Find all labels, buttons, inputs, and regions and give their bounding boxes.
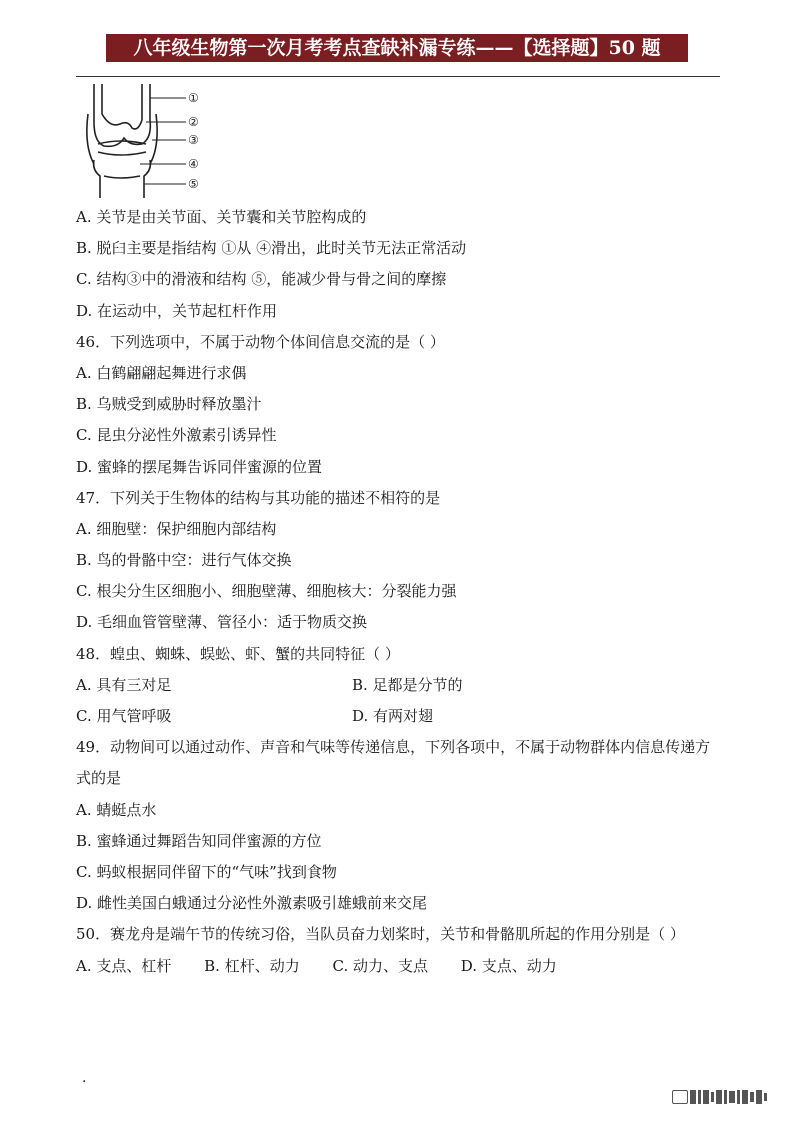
cartilage-top — [98, 141, 146, 144]
q48-options-row-1 — [76, 670, 720, 701]
q45-option-b: B. 脱臼主要是指结构 ①从 ④滑出，此时关节无法正常活动 — [76, 239, 467, 258]
tibia-inner — [104, 176, 140, 178]
q48-option-b: B. 足都是分节的 — [352, 675, 463, 694]
q49-stem: 49．动物间可以通过动作、声音和气味等传递信息，下列各项中，不属于动物群体内信息传递方式的是 — [76, 738, 711, 788]
figure-label-3: ③ — [188, 133, 199, 147]
watermark-logo — [672, 1088, 778, 1106]
footer-dot: . — [82, 1070, 87, 1086]
q50-option-c: C. 动力、支点 — [332, 956, 428, 975]
femur-inner — [102, 84, 142, 129]
q48-option-c: C. 用气管呼吸 — [76, 707, 172, 725]
q46-option-a: A. 白鹤翩翩起舞进行求偶 — [76, 363, 247, 382]
tibia-outline — [94, 160, 151, 198]
q49-option-a: A. 蜻蜓点水 — [76, 800, 157, 819]
q45-option-c: C. 结构③中的滑液和结构 ⑤，能减少骨与骨之间的摩擦 — [76, 270, 447, 289]
q49-option-c: C. 蚂蚁根据同伴留下的“气味”找到食物 — [76, 862, 337, 881]
q46-option-b: B. 乌贼受到威胁时释放墨汁 — [76, 395, 262, 414]
q46-option-d: D. 蜜蜂的摆尾舞告诉同伴蜜源的位置 — [76, 457, 323, 476]
q47-option-d: D. 毛细血管管壁薄、管径小：适于物质交换 — [76, 613, 368, 632]
q50-options-row — [76, 951, 720, 982]
cartilage-bottom — [98, 152, 146, 155]
q45-option-a: A. 关节是由关节面、关节囊和关节腔构成的 — [76, 208, 367, 226]
question-content — [76, 202, 720, 982]
q46-option-c: C. 昆虫分泌性外激素引诱异性 — [76, 426, 277, 445]
q50-option-b: B. 杠杆、动力 — [204, 956, 300, 975]
q48-option-d: D. 有两对翅 — [352, 707, 434, 725]
page-title: 八年级生物第一次月考考点查缺补漏专练——【选择题】50 题 — [106, 34, 688, 62]
q48-stem: 48．蝗虫、蜘蛛、蜈蚣、虾、蟹的共同特征（ ） — [76, 644, 400, 663]
q47-option-a: A. 细胞壁：保护细胞内部结构 — [76, 519, 277, 538]
q48-options-row-2 — [76, 701, 720, 732]
q50-option-d: D. 支点、动力 — [460, 956, 557, 975]
q50-option-a: A. 支点、杠杆 — [76, 956, 172, 975]
q46-stem: 46．下列选项中，不属于动物个体间信息交流的是（ ） — [76, 332, 445, 351]
q49-option-d: D. 雌性美国白蛾通过分泌性外激素吸引雄蛾前来交尾 — [76, 894, 428, 913]
knee-joint-diagram — [80, 84, 240, 198]
figure-label-1: ① — [188, 91, 199, 105]
figure-label-4: ④ — [188, 157, 199, 171]
q49-option-b: B. 蜜蜂通过舞蹈告知同伴蜜源的方位 — [76, 831, 322, 850]
q48-option-a: A. 具有三对足 — [76, 675, 172, 694]
q45-option-d: D. 在运动中，关节起杠杆作用 — [76, 301, 278, 320]
header-divider — [76, 76, 720, 77]
q47-option-c: C. 根尖分生区细胞小、细胞壁薄、细胞核大：分裂能力强 — [76, 582, 457, 601]
q47-stem: 47．下列关于生物体的结构与其功能的描述不相符的是 — [76, 488, 441, 507]
q47-option-b: B. 鸟的骨骼中空：进行气体交换 — [76, 551, 292, 570]
q50-stem: 50．赛龙舟是端午节的传统习俗，当队员奋力划桨时，关节和骨骼肌所起的作用分别是（ ） — [76, 925, 685, 944]
figure-label-2: ② — [188, 115, 199, 129]
figure-label-5: ⑤ — [188, 177, 199, 191]
